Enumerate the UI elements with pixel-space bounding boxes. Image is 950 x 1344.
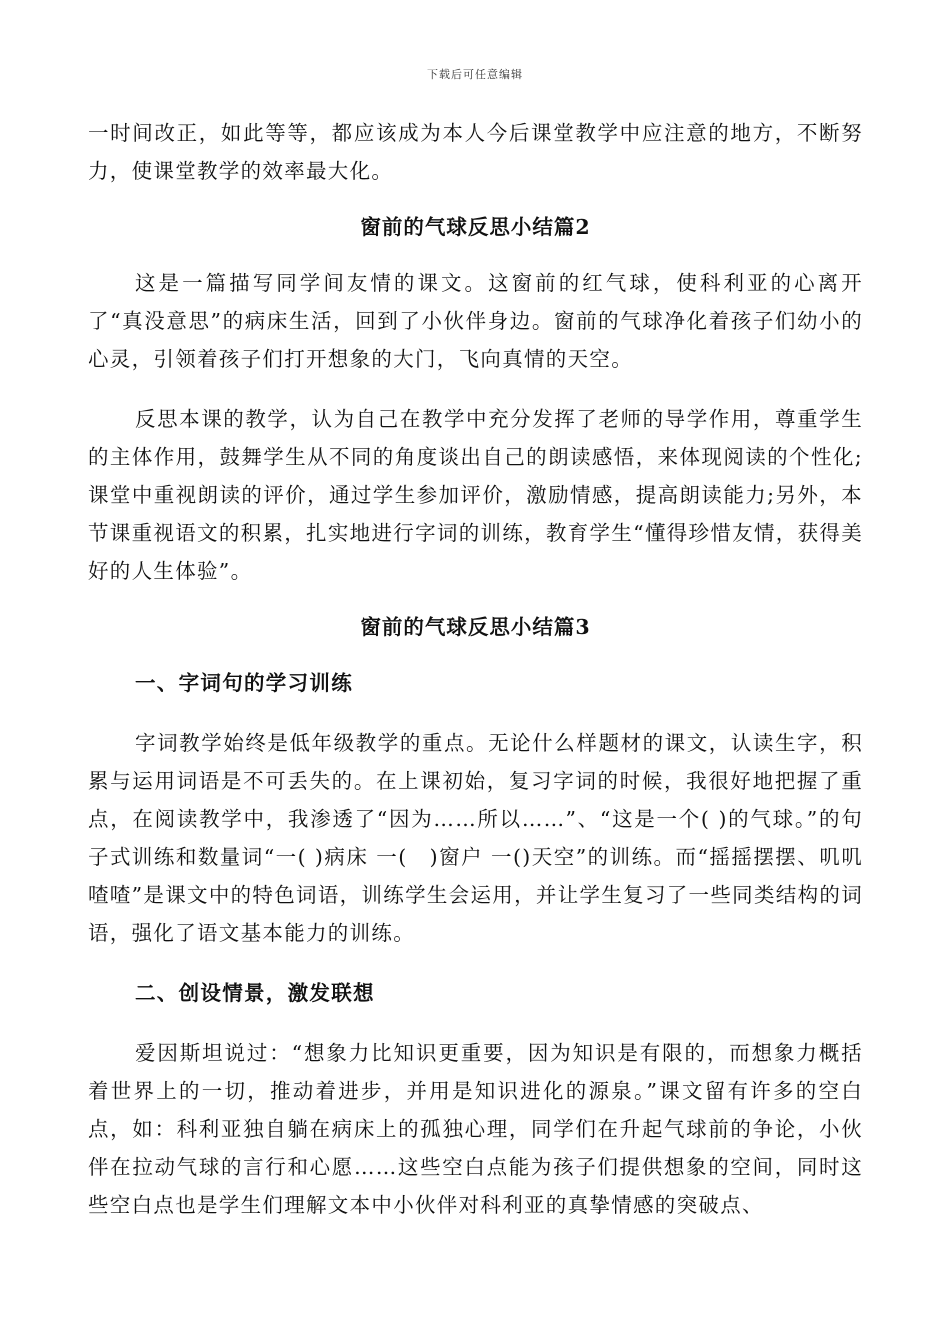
paragraph-continuation: 一时间改正，如此等等，都应该成为本人今后课堂教学中应注意的地方，不断努力，使课堂教学的效率最大化。 — [88, 121, 863, 183]
paragraph-word-training: 字词教学始终是低年级教学的重点。无论什么样题材的课文，认读生字，积累与运用词语是不可丢失的。在上课初始，复习字词的时候，我很好地把握了重点，在阅读教学中，我渗透了“因为……所以……”、“这是一个( )的气球。”的句子式训练和数量词“一( )病床 一( )窗户 一()天空”的训练。而“摇摇摆摆、叽叽喳喳”是课文中的特色词语，训练学生会运用，并让学生复习了一些同类结构的词语，强化了语文基本能力的训练。 — [88, 731, 863, 945]
paragraph-reflection: 反思本课的教学，认为自己在教学中充分发挥了老师的导学作用，尊重学生的主体作用，鼓舞学生从不同的角度谈出自己的朗读感悟，来体现阅读的个性化;课堂中重视朗读的评价，通过学生参加评价，激励情感，提高朗读能力;另外，本节课重视语文的积累，扎实地进行字词的训练，教育学生“懂得珍惜友情，获得美好的人生体验”。 — [88, 407, 863, 583]
paragraph-intro: 这是一篇描写同学间友情的课文。这窗前的红气球，使科利亚的心离开了“真没意思”的病床生活，回到了小伙伴身边。窗前的气球净化着孩子们幼小的心灵，引领着孩子们打开想象的大门，飞向真情的天空。 — [88, 271, 863, 371]
subheading-imagination: 二、创设情景，激发联想 — [135, 981, 375, 1005]
section-title-2: 窗前的气球反思小结篇2 — [360, 215, 591, 239]
document-body — [88, 114, 863, 1224]
section-title-3: 窗前的气球反思小结篇3 — [360, 615, 591, 639]
paragraph-imagination: 爱因斯坦说过：“想象力比知识更重要，因为知识是有限的，而想象力概括着世界上的一切，推动着进步，并用是知识进化的源泉。”课文留有许多的空白点，如：科利亚独自躺在病床上的孤独心理，同学们在升起气球前的争论，小伙伴在拉动气球的言行和心愿……这些空白点能为孩子们提供想象的空间，同时这些空白点也是学生们理解文本中小伙伴对科利亚的真挚情感的突破点、 — [88, 1041, 863, 1217]
subheading-word-training: 一、字词句的学习训练 — [135, 671, 353, 695]
page-header: 下载后可任意编辑 — [427, 68, 523, 81]
